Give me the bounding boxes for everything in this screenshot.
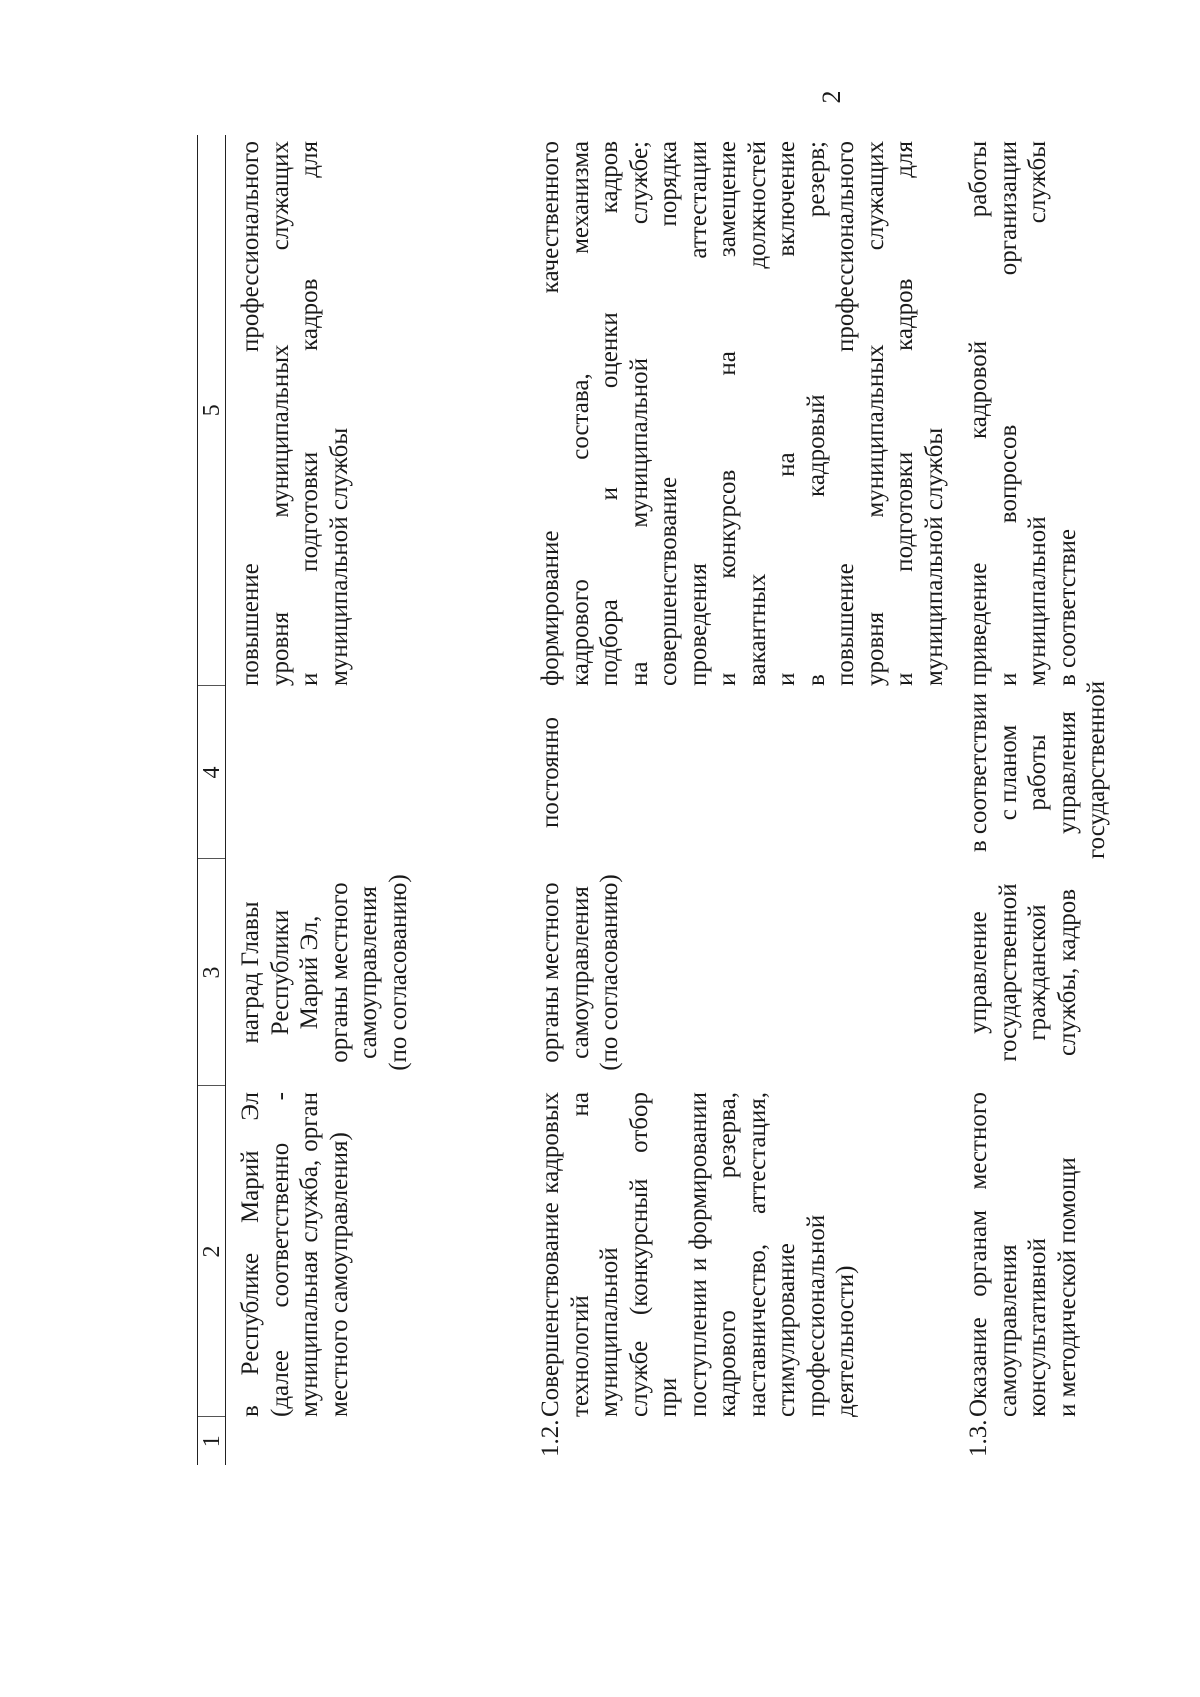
cell-line: муниципальной службы (1024, 141, 1051, 686)
cell-line: (далее соответственно - (266, 1092, 294, 1417)
cell-line: самоуправления (994, 1244, 1022, 1417)
deadline-cell (524, 686, 952, 859)
cell-line: на муниципальной службе; (625, 141, 653, 686)
cell-line: повышение профессионального (832, 141, 859, 686)
cell-line: наставничество, аттестация, (743, 1092, 771, 1417)
executors-cell (226, 859, 525, 1086)
item-number-cell: 1.2. (537, 1419, 564, 1457)
cell-line: управления (1053, 711, 1081, 834)
cell-line: приведение кадровой работы (965, 141, 992, 686)
expected-result-cell (524, 135, 952, 686)
header-cell-2: 2 (198, 1086, 226, 1417)
cell-line: органы местного (537, 882, 564, 1063)
cell-line: и подготовки кадров для (891, 141, 918, 686)
cell-line: самоуправления (355, 886, 382, 1059)
cell-line: муниципальной службы (325, 427, 353, 686)
cell-line: (по согласованию) (596, 874, 623, 1071)
deadline-cell (952, 680, 1112, 859)
cell-line: консультативной (1024, 1238, 1051, 1417)
executors-cell (524, 859, 952, 1086)
cell-line: муниципальной службы (920, 427, 948, 686)
deadline-cell (226, 686, 525, 859)
plan-table (197, 135, 1112, 1465)
item-number-cell (226, 1417, 525, 1465)
cell-line: гражданской (1024, 904, 1051, 1041)
cell-line: кадрового резерва, (714, 1092, 741, 1417)
cell-line: Совершенствование кадровых (537, 1092, 564, 1417)
cell-line: наград Главы (237, 901, 264, 1044)
cell-line: формирование качественного (537, 141, 564, 686)
cell-line: профессиональной деятельности) (802, 1214, 859, 1417)
cell-line: в кадровый резерв; (802, 141, 830, 686)
cell-line: в соответствие (1053, 528, 1081, 686)
cell-line: службы, кадров (1053, 888, 1081, 1057)
cell-line: управление (965, 911, 992, 1034)
table-row (952, 135, 1112, 1465)
activity-cell (524, 1086, 952, 1417)
cell-line: кадрового состава, механизма (566, 141, 594, 686)
cell-line: в Республике Марий Эл (237, 1092, 264, 1417)
cell-line: Оказание органам местного (965, 1092, 992, 1417)
cell-line: поступлении и формировании (684, 1092, 712, 1417)
cell-line: постоянно (537, 717, 564, 828)
cell-line: подбора и оценки кадров (596, 141, 623, 686)
cell-line: и подготовки кадров для (296, 141, 323, 686)
cell-line: Марий Эл, (296, 915, 323, 1030)
cell-line: в соответствии (965, 692, 992, 853)
cell-line: государственной (994, 883, 1022, 1062)
cell-line: муниципальная служба, орган (296, 1092, 323, 1417)
cell-line: и на включение (773, 141, 800, 686)
cell-line: вакантных должностей (743, 141, 771, 686)
cell-line: проведения аттестации (684, 141, 712, 686)
cell-line: технологий на муниципальной (566, 1092, 623, 1417)
cell-line: и конкурсов на замещение (714, 141, 741, 686)
header-cell-1: 1 (198, 1417, 226, 1465)
table-container (197, 135, 1110, 1465)
header-cell-5: 5 (198, 135, 226, 686)
cell-line: уровня муниципальных служащих (861, 141, 889, 686)
cell-line: и вопросов организации (994, 141, 1022, 686)
activity-cell (226, 1086, 525, 1417)
table-header-row (198, 135, 226, 1465)
header-cell-4: 4 (198, 686, 226, 859)
cell-line: повышение профессионального (237, 141, 264, 686)
header-cell-3: 3 (198, 859, 226, 1086)
cell-line: и методической помощи (1053, 1157, 1081, 1417)
cell-line: местного самоуправления) (325, 1132, 353, 1417)
cell-line: службе (конкурсный отбор при (625, 1092, 682, 1417)
expected-result-cell (952, 135, 1112, 686)
page-number: 2 (817, 90, 846, 104)
cell-line: уровня муниципальных служащих (266, 141, 294, 686)
cell-line: (по согласованию) (384, 874, 412, 1071)
activity-cell (952, 1086, 1112, 1417)
cell-line: государственной (1083, 680, 1110, 859)
cell-line: органы местного (325, 882, 353, 1063)
cell-line: с планом работы (994, 724, 1051, 821)
table-row (524, 135, 952, 1465)
cell-line: самоуправления (566, 886, 594, 1059)
cell-line: Республики (266, 909, 294, 1036)
item-number-cell: 1.3. (965, 1419, 992, 1457)
cell-line: совершенствование порядка (655, 141, 682, 686)
expected-result-cell (226, 135, 525, 686)
table-row (226, 135, 525, 1465)
cell-line: стимулирование (773, 1243, 800, 1417)
executors-cell (952, 859, 1112, 1086)
